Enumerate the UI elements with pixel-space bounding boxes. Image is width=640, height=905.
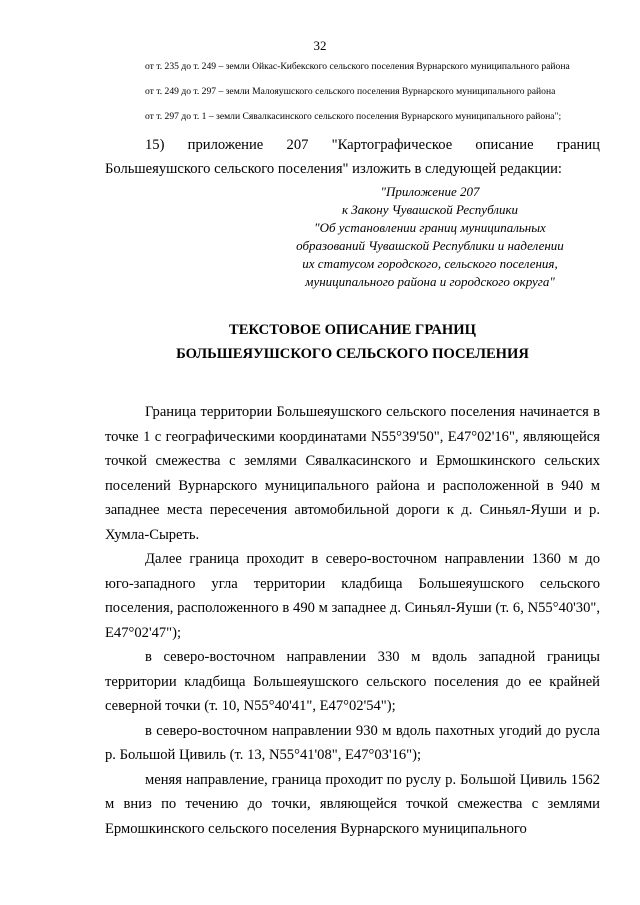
description-body <box>105 400 600 841</box>
boundary-entry: от т. 235 до т. 249 – земли Ойкас-Кибекского сельского поселения Вурнарского муниципального района <box>145 61 570 72</box>
paragraph: меняя направление, граница проходит по руслу р. Большой Цивиль 1562 м вниз по течению до точки, являющейся точкой смежества с землями Ермошкинского сельского поселения Вурнарского муниципального <box>105 771 600 837</box>
section-heading <box>105 318 600 366</box>
boundary-entry: от т. 297 до т. 1 – земли Сявалкасинского сельского поселения Вурнарского муниципального района"; <box>145 111 562 122</box>
paragraph: в северо-восточном направлении 330 м вдоль западной границы территории кладбища Большеяушского сельского поселения до ее крайней северной точки (т. 10, N55°40'41", E47°02'54"); <box>105 649 600 714</box>
heading-line: БОЛЬШЕЯУШСКОГО СЕЛЬСКОГО ПОСЕЛЕНИЯ <box>176 346 529 362</box>
appendix-line: образований Чувашской Республики и наделении <box>296 238 564 253</box>
paragraph: Далее граница проходит в северо-восточном направлении 1360 м до юго-западного угла территории кладбища Большеяушского сельского поселения, расположенного в 490 м западнее д. Синьял-Яуши (т. 6, N55°40'30", E47°02'47"); <box>105 551 600 641</box>
appendix-line: к Закону Чувашской Республики <box>341 202 519 217</box>
heading-line: ТЕКСТОВОЕ ОПИСАНИЕ ГРАНИЦ <box>228 322 476 338</box>
appendix-line: их статусом городского, сельского поселения, <box>302 256 558 271</box>
appendix-line: "Об установлении границ муниципальных <box>314 220 546 235</box>
amendment-item-15: 15) приложение 207 "Картографическое описание границ Большеяушского сельского поселения" изложить в следующей редакции: <box>105 137 600 177</box>
appendix-line: муниципального района и городского округа" <box>305 274 555 289</box>
appendix-header <box>270 183 590 291</box>
page-number: 32 <box>313 38 327 53</box>
paragraph: Граница территории Большеяушского сельского поселения начинается в точке 1 с географическими координатами N55°39'50", E47°02'16", являющейся точкой смежества с землями Сявалкасинского и Ермошкинского сельских поселений Вурнарского муниципального района и расположенной в 940 м западнее места пересечения автомобильной дороги к д. Синьял-Яуши и р. Хумла-Сыреть. <box>105 404 600 543</box>
boundary-entry: от т. 249 до т. 297 – земли Малояушского сельского поселения Вурнарского муниципального района <box>145 86 556 97</box>
paragraph: в северо-восточном направлении 930 м вдоль пахотных угодий до русла р. Большой Цивиль (т. 13, N55°41'08", E47°03'16"); <box>105 722 600 763</box>
appendix-line: "Приложение 207 <box>380 184 480 199</box>
